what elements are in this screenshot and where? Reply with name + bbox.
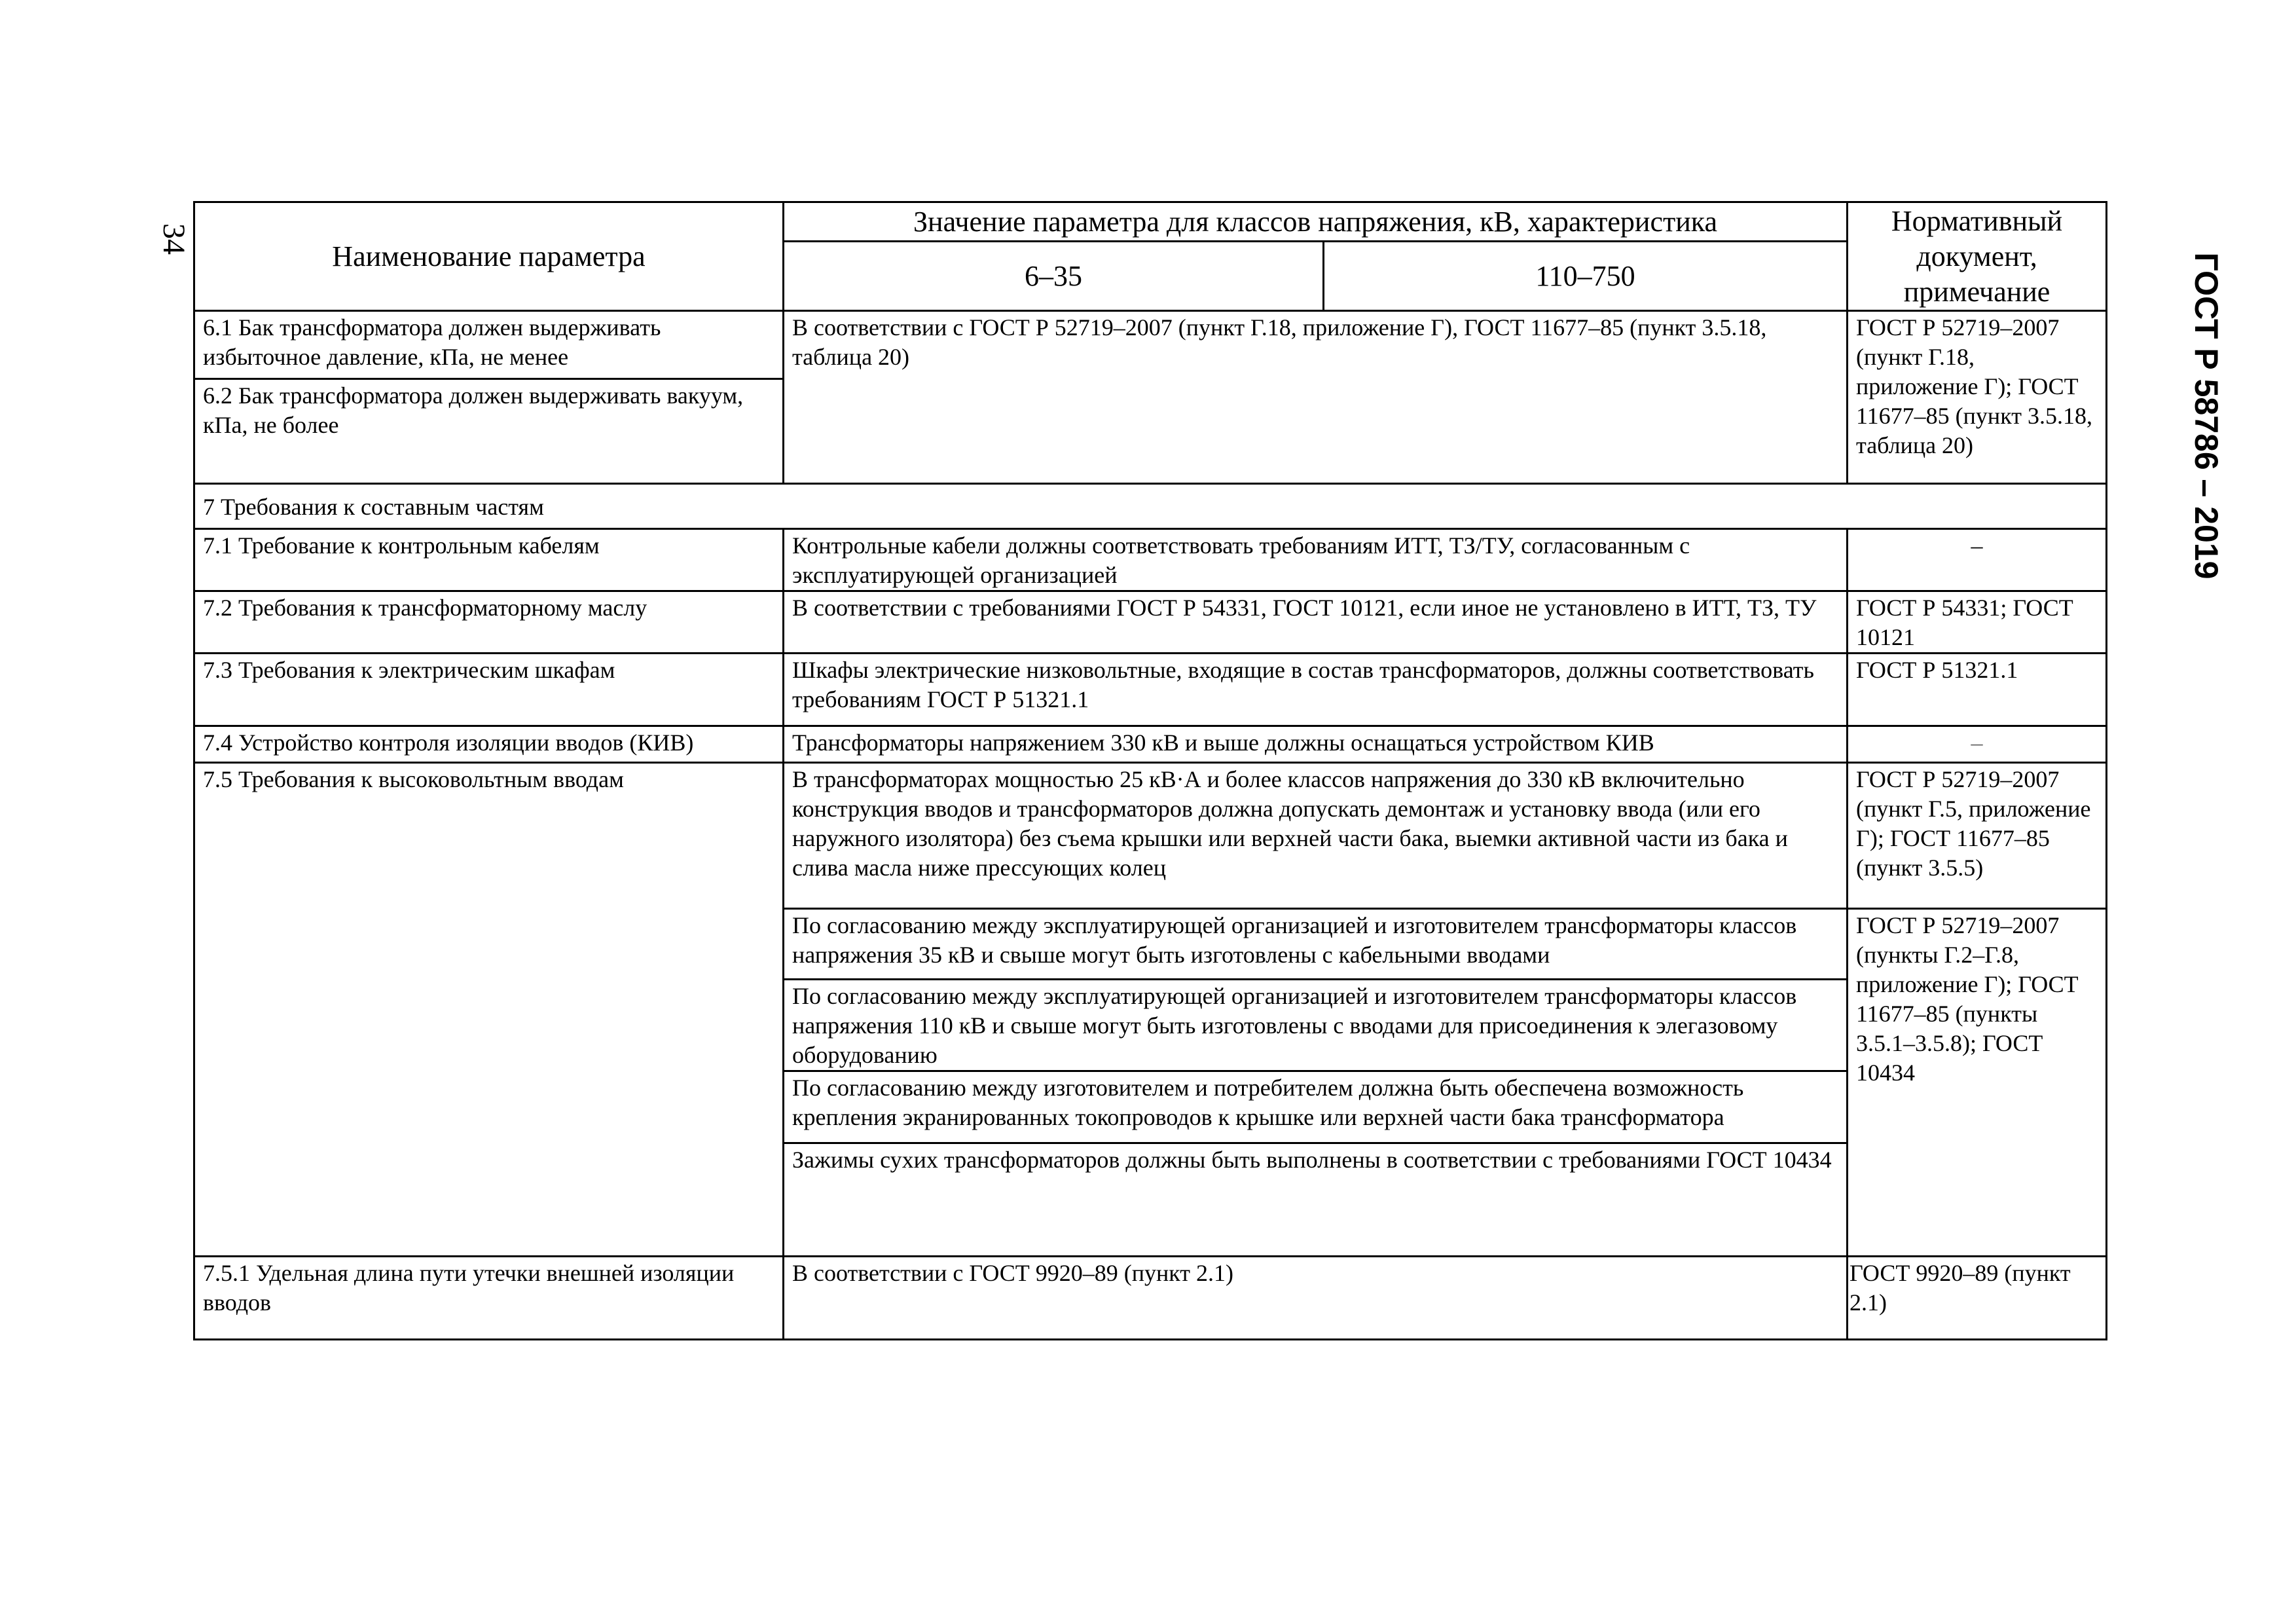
page-number: 34 xyxy=(156,223,191,255)
row-7-1-norm: – xyxy=(1848,529,2107,591)
row-7-4-name: 7.4 Устройство контроля изоляции вводов (КИВ) xyxy=(194,726,784,763)
row-7-5-value-c: По согласованию между эксплуатирующей организацией и изготовителем трансформаторы классов напряжения 110 кВ и свыше могут быть изготовлены с вводами для присоединения к элегазовому оборудованию xyxy=(784,980,1848,1071)
row-7-2-name: 7.2 Требования к трансформаторному маслу xyxy=(194,591,784,654)
row-7-5-1-norm: ГОСТ 9920–89 (пункт 2.1) xyxy=(1848,1257,2107,1340)
row-7-5-1-value: В соответствии с ГОСТ 9920–89 (пункт 2.1) xyxy=(784,1257,1848,1340)
row-7-4-norm: – xyxy=(1848,726,2107,763)
row-7-5-value-b: По согласованию между эксплуатирующей организацией и изготовителем трансформаторы классов напряжения 35 кВ и свыше могут быть изготовлены с кабельными вводами xyxy=(784,909,1848,980)
row-7-1-name: 7.1 Требование к контрольным кабелям xyxy=(194,529,784,591)
row-7-5-value-e: Зажимы сухих трансформаторов должны быть выполнены в соответствии с требованиями ГОСТ 10434 xyxy=(784,1143,1848,1257)
row-7-2-value: В соответствии с требованиями ГОСТ Р 54331, ГОСТ 10121, если иное не установлено в ИТТ, ТЗ, ТУ xyxy=(784,591,1848,654)
header-range-high: 110–750 xyxy=(1324,242,1848,311)
row-6-1-name: 6.1 Бак трансформатора должен выдерживать избыточное давление, кПа, не менее xyxy=(194,311,784,379)
row-7-5-value-d: По согласованию между изготовителем и потребителем должна быть обеспечена возможность крепления экранированных токопроводов к крышке или верхней части бака трансформатора xyxy=(784,1071,1848,1143)
row-7-3-value: Шкафы электрические низковольтные, входящие в состав трансформаторов, должны соответствовать требованиям ГОСТ Р 51321.1 xyxy=(784,654,1848,726)
header-normative: Нормативный документ, примечание xyxy=(1848,202,2107,311)
row-6-norm: ГОСТ Р 52719–2007 (пункт Г.18, приложение Г); ГОСТ 11677–85 (пункт 3.5.18, таблица 20) xyxy=(1848,311,2107,484)
header-range-low: 6–35 xyxy=(784,242,1324,311)
requirements-table xyxy=(193,201,2107,1340)
row-7-5-1-name: 7.5.1 Удельная длина пути утечки внешней изоляции вводов xyxy=(194,1257,784,1340)
header-value-group: Значение параметра для классов напряжения, кВ, характеристика xyxy=(784,202,1848,242)
section-7-title: 7 Требования к составным частям xyxy=(194,484,2107,529)
row-7-4-value: Трансформаторы напряжением 330 кВ и выше должны оснащаться устройством КИВ xyxy=(784,726,1848,763)
row-7-5-norm-b: ГОСТ Р 52719–2007 (пункты Г.2–Г.8, приложение Г); ГОСТ 11677–85 (пункты 3.5.1–3.5.8); ГОСТ 10434 xyxy=(1848,909,2107,1257)
row-7-5-name: 7.5 Требования к высоковольтным вводам xyxy=(194,763,784,1257)
row-6-value: В соответствии с ГОСТ Р 52719–2007 (пункт Г.18, приложение Г), ГОСТ 11677–85 (пункт 3.5.18, таблица 20) xyxy=(784,311,1848,484)
row-7-3-name: 7.3 Требования к электрическим шкафам xyxy=(194,654,784,726)
row-7-1-value: Контрольные кабели должны соответствовать требованиям ИТТ, ТЗ/ТУ, согласованным с эксплуатирующей организацией xyxy=(784,529,1848,591)
header-param-name: Наименование параметра xyxy=(194,202,784,311)
document-title: ГОСТ Р 58786 – 2019 xyxy=(2188,252,2225,580)
row-7-2-norm: ГОСТ Р 54331; ГОСТ 10121 xyxy=(1848,591,2107,654)
row-7-5-norm-a: ГОСТ Р 52719–2007 (пункт Г.5, приложение Г); ГОСТ 11677–85 (пункт 3.5.5) xyxy=(1848,763,2107,909)
row-7-5-value-a: В трансформаторах мощностью 25 кВ·А и более классов напряжения до 330 кВ включительно конструкция вводов и трансформаторов должна допускать демонтаж и установку ввода (или его наружного изолятора) без съема крышки или верхней части бака, выемки активной части из бака и слива масла ниже прессующих колец xyxy=(784,763,1848,909)
row-7-3-norm: ГОСТ Р 51321.1 xyxy=(1848,654,2107,726)
row-6-2-name: 6.2 Бак трансформатора должен выдерживать вакуум, кПа, не более xyxy=(194,379,784,484)
